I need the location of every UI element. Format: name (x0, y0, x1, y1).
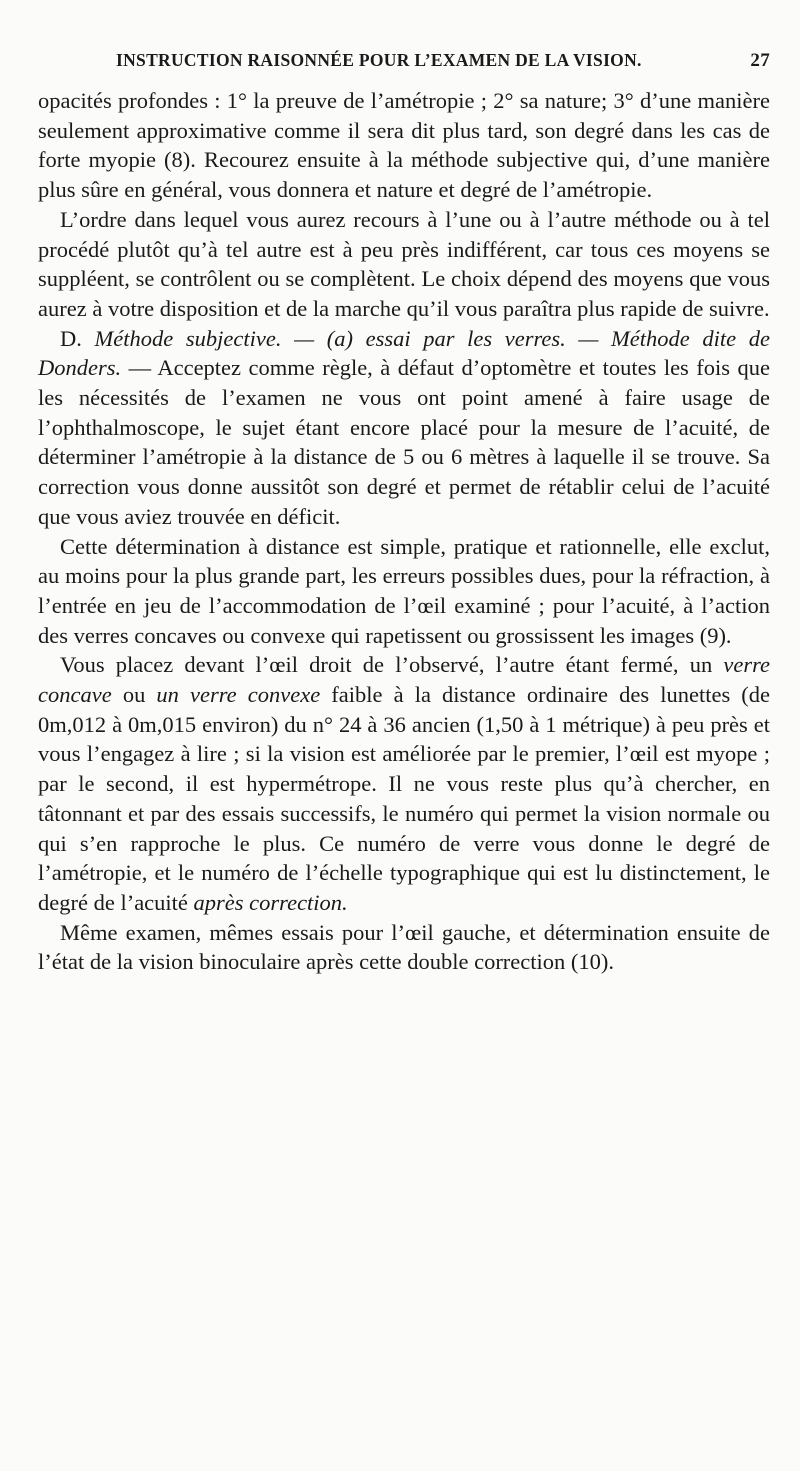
running-title: INSTRUCTION RAISONNÉE POUR L’EXAMEN DE LA VISION. (116, 50, 642, 70)
paragraph-5-part-a: Vous placez devant l’œil droit de l’observé, l’autre étant fermé, un (60, 652, 713, 678)
paragraph-3-body: — Acceptez comme règle, à défaut d’optomètre et toutes les fois que les nécessités de l’examen ne vous ont point amené à faire usage de l’ophthalmoscope, le sujet étant encore placé pour la mesure de l’acuité, de déterminer l’amétropie à la distance de 5 ou 6 mètres à laquelle il se trouve. Sa correction vous donne aussitôt son degré et permet de rétablir celui de l’acuité que vous aviez trouvée en déficit. (38, 355, 771, 529)
running-head (38, 50, 770, 86)
book-page (38, 50, 770, 977)
paragraph-5-part-b: ou (122, 682, 146, 708)
paragraph-5 (38, 650, 770, 917)
section-letter: D. (60, 325, 82, 351)
page-number: 27 (750, 50, 770, 71)
emphasis-after-correction: après correction. (193, 889, 348, 915)
paragraph-5-part-c: faible à la distance ordinaire des lunettes (de 0m,012 à 0m,015 environ) du n° 24 à 36 ancien (1,50 à 1 métrique) à peu près et vous l’engagez à lire ; si la vision est améliorée par le premier, l’œil est myope ; par le second, il est hypermétrope. Il ne vous reste plus qu’à chercher, en tâtonnant et par des essais successifs, le numéro qui permet la vision normale ou qui s’en rapproche le plus. Ce numéro de verre vous donne le degré de l’amétropie, et le numéro de l’échelle typographique qui est lu distinctement, le degré de l’acuité (38, 682, 771, 915)
paragraph-1: opacités profondes : 1° la preuve de l’amétropie ; 2° sa nature; 3° d’une manière seulement approximative comme il sera dit plus tard, son degré dans les cas de forte myopie (8). Recourez ensuite à la méthode subjective qui, d’une manière plus sûre en général, vous donnera et nature et degré de l’amétropie. (38, 88, 770, 203)
emphasis-concave-lens: verre concave (38, 652, 771, 708)
emphasis-convex-lens: un verre convexe (156, 682, 321, 708)
paragraph-2: L’ordre dans lequel vous aurez recours à l’une ou à l’autre méthode ou à tel procédé plutôt qu’à tel autre est à peu près indifférent, car tous ces moyens se suppléent, se contrôlent ou se complètent. Le choix dépend des moyens que vous aurez à votre disposition et de la marche qu’il vous paraîtra plus rapide de suivre. (38, 206, 770, 321)
paragraph-6: Même examen, mêmes essais pour l’œil gauche, et détermination ensuite de l’état de la vision binoculaire après cette double correction (10). (38, 919, 770, 975)
section-title: Méthode subjective. — (a) essai par les verres. — Méthode dite de Donders. (38, 325, 770, 381)
paragraph-3 (38, 324, 770, 532)
paragraph-4: Cette détermination à distance est simple, pratique et rationnelle, elle exclut, au moins pour la plus grande part, les erreurs possibles dues, pour la réfraction, à l’entrée en jeu de l’accommodation de l’œil examiné ; pour l’acuité, à l’action des verres concaves ou convexe qui rapetissent ou grossissent les images (9). (38, 533, 770, 648)
